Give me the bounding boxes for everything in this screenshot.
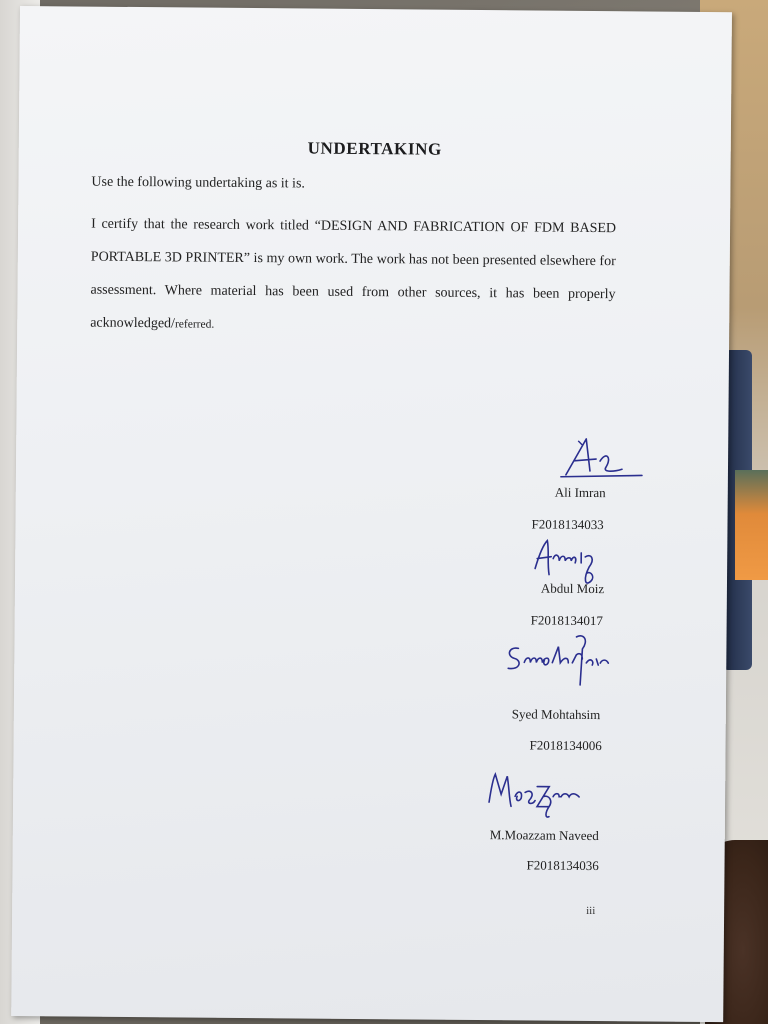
signature-m-moazzam-naveed <box>483 766 583 821</box>
signatory-id: F2018134006 <box>529 737 602 754</box>
document-page <box>11 6 732 1022</box>
signatory-name: Syed Mohtahsim <box>511 706 601 723</box>
instruction-text: Use the following undertaking as it is. <box>91 174 305 192</box>
signature-ali-imran <box>556 431 646 482</box>
signature-syed-mohtahsim <box>502 626 613 691</box>
signatory-id: F2018134033 <box>531 516 604 533</box>
signatory-name: Ali Imran <box>554 484 606 501</box>
certification-text: I certify that the research work titled “DESIGN AND FABRICATION OF FDM BASED PORTABLE 3D PRINTER” is my own work. The work has not been presented elsewhere for assessment. Where material has been used from other sources, it has been properly acknowledged/ <box>90 216 617 332</box>
signatory-id: F2018134017 <box>530 612 603 629</box>
page-number: iii <box>586 904 596 918</box>
certification-paragraph <box>90 208 616 346</box>
signatory-name: Abdul Moiz <box>540 580 605 597</box>
signatory-id: F2018134036 <box>526 857 599 874</box>
signatory-name: M.Moazzam Naveed <box>489 827 599 844</box>
certification-text-end: referred. <box>174 318 215 331</box>
page-title: UNDERTAKING <box>307 138 442 159</box>
background-orange-object <box>735 470 768 580</box>
